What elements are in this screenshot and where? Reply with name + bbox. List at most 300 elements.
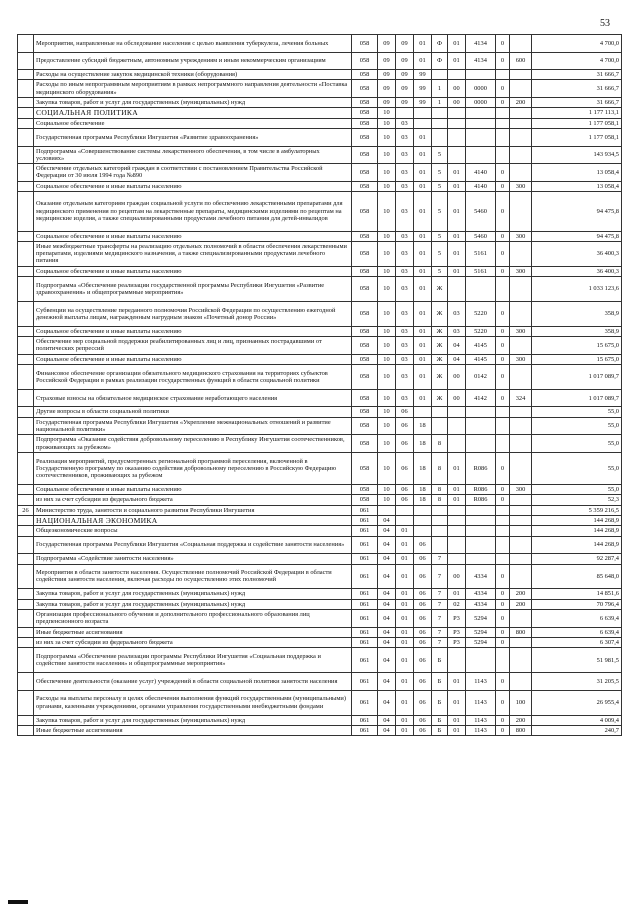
expense-type-code-cell xyxy=(510,241,532,266)
program-code-cell xyxy=(414,526,432,536)
direction-code-cell xyxy=(466,435,496,453)
table-row xyxy=(18,118,622,128)
suffix-code-cell: 0 xyxy=(496,564,510,589)
subprogram-code-cell: 8 xyxy=(432,435,448,453)
row-name-cell: Общеэкономические вопросы xyxy=(34,526,352,536)
expense-type-code-cell: 200 xyxy=(510,715,532,725)
row-number-cell xyxy=(18,435,34,453)
subsection-code-cell: 06 xyxy=(396,495,414,505)
program-code-cell: 06 xyxy=(414,690,432,715)
expense-type-code-cell: 200 xyxy=(510,599,532,609)
suffix-code-cell xyxy=(496,146,510,164)
amount-cell: 4 700,0 xyxy=(532,35,622,53)
program-code-cell: 06 xyxy=(414,715,432,725)
row-number-cell xyxy=(18,516,34,526)
suffix-code-cell: 0 xyxy=(496,725,510,735)
row-number-cell xyxy=(18,365,34,390)
row-number-cell xyxy=(18,526,34,536)
section-code-cell: 10 xyxy=(378,485,396,495)
table-row xyxy=(18,301,622,326)
expense-type-code-cell xyxy=(510,301,532,326)
suffix-code-cell: 0 xyxy=(496,610,510,628)
section-code-cell: 10 xyxy=(378,337,396,355)
expense-type-code-cell: 300 xyxy=(510,485,532,495)
subprogram-code-cell: Б xyxy=(432,715,448,725)
ministry-code-cell: 061 xyxy=(352,564,378,589)
ministry-code-cell: 058 xyxy=(352,326,378,336)
direction-code-cell: 5220 xyxy=(466,301,496,326)
subprogram-code-cell: 5 xyxy=(432,241,448,266)
program-code-cell: 06 xyxy=(414,599,432,609)
program-code-cell: 06 xyxy=(414,589,432,599)
subsection-code-cell: 01 xyxy=(396,554,414,564)
table-row xyxy=(18,108,622,118)
table-row xyxy=(18,495,622,505)
amount-cell: 52,3 xyxy=(532,495,622,505)
subsection-code-cell: 03 xyxy=(396,337,414,355)
amount-cell: 6 639,4 xyxy=(532,610,622,628)
amount-cell: 143 934,5 xyxy=(532,146,622,164)
subsection-code-cell: 03 xyxy=(396,326,414,336)
ministry-code-cell: 058 xyxy=(352,181,378,191)
event-code-cell: 00 xyxy=(448,80,466,98)
event-code-cell: 01 xyxy=(448,181,466,191)
row-number-cell xyxy=(18,266,34,276)
row-name-cell: Подпрограмма «Обеспечение реализации программы Республики Ингушетия «Социальная поддержка и содействие занятости населения» и общепрограммные мероприятия» xyxy=(34,648,352,673)
direction-code-cell: 4134 xyxy=(466,35,496,53)
ministry-code-cell: 061 xyxy=(352,725,378,735)
event-code-cell: 01 xyxy=(448,52,466,70)
subsection-code-cell: 01 xyxy=(396,589,414,599)
subprogram-code-cell: 5 xyxy=(432,266,448,276)
ministry-code-cell: 058 xyxy=(352,70,378,80)
suffix-code-cell xyxy=(496,70,510,80)
table-row xyxy=(18,673,622,691)
program-code-cell xyxy=(414,118,432,128)
subprogram-code-cell: Ж xyxy=(432,301,448,326)
subprogram-code-cell: 5 xyxy=(432,146,448,164)
table-row xyxy=(18,365,622,390)
section-code-cell: 10 xyxy=(378,452,396,484)
expense-type-code-cell xyxy=(510,637,532,647)
program-code-cell: 01 xyxy=(414,389,432,407)
amount-cell: 55,0 xyxy=(532,452,622,484)
amount-cell: 144 268,9 xyxy=(532,526,622,536)
table-row xyxy=(18,417,622,435)
event-code-cell: 01 xyxy=(448,35,466,53)
program-code-cell: 01 xyxy=(414,146,432,164)
subsection-code-cell: 01 xyxy=(396,610,414,628)
direction-code-cell: 1143 xyxy=(466,725,496,735)
subsection-code-cell: 03 xyxy=(396,301,414,326)
direction-code-cell: 4140 xyxy=(466,164,496,182)
program-code-cell: 01 xyxy=(414,231,432,241)
row-name-cell: Государственная программа Республики Ингушетия «Социальная поддержка и содействие занятости населения» xyxy=(34,536,352,554)
table-row xyxy=(18,589,622,599)
table-row xyxy=(18,627,622,637)
ministry-code-cell: 061 xyxy=(352,589,378,599)
amount-cell: 13 058,4 xyxy=(532,164,622,182)
row-name-cell: из них за счет субсидии из федерального бюджета xyxy=(34,495,352,505)
row-number-cell xyxy=(18,181,34,191)
table-row xyxy=(18,554,622,564)
subprogram-code-cell: Б xyxy=(432,648,448,673)
table-row xyxy=(18,35,622,53)
row-name-cell: Другие вопросы в области социальной политики xyxy=(34,407,352,417)
subsection-code-cell: 01 xyxy=(396,564,414,589)
table-row xyxy=(18,690,622,715)
event-code-cell: Р3 xyxy=(448,627,466,637)
row-name-cell: Страховые взносы на обязательное медицинское страхование неработающего населения xyxy=(34,389,352,407)
row-name-cell: Социальное обеспечение и иные выплаты населению xyxy=(34,181,352,191)
section-code-cell: 10 xyxy=(378,164,396,182)
suffix-code-cell: 0 xyxy=(496,485,510,495)
subsection-code-cell: 03 xyxy=(396,241,414,266)
suffix-code-cell: 0 xyxy=(496,627,510,637)
expense-type-code-cell xyxy=(510,505,532,515)
row-number-cell xyxy=(18,326,34,336)
program-code-cell: 06 xyxy=(414,536,432,554)
amount-cell: 14 851,6 xyxy=(532,589,622,599)
subprogram-code-cell: 7 xyxy=(432,589,448,599)
ministry-code-cell: 058 xyxy=(352,80,378,98)
row-name-cell: СОЦИАЛЬНАЯ ПОЛИТИКА xyxy=(34,108,352,118)
expense-type-code-cell xyxy=(510,610,532,628)
subprogram-code-cell: 7 xyxy=(432,564,448,589)
subsection-code-cell: 06 xyxy=(396,485,414,495)
direction-code-cell xyxy=(466,554,496,564)
ministry-code-cell: 058 xyxy=(352,164,378,182)
subsection-code-cell: 09 xyxy=(396,35,414,53)
event-code-cell: 01 xyxy=(448,673,466,691)
table-row xyxy=(18,637,622,647)
budget-table xyxy=(17,34,622,736)
event-code-cell xyxy=(448,128,466,146)
suffix-code-cell: 0 xyxy=(496,389,510,407)
table-row xyxy=(18,485,622,495)
subsection-code-cell: 09 xyxy=(396,70,414,80)
ministry-code-cell: 061 xyxy=(352,648,378,673)
subprogram-code-cell xyxy=(432,108,448,118)
subsection-code-cell: 03 xyxy=(396,181,414,191)
subprogram-code-cell: 1 xyxy=(432,80,448,98)
expense-type-code-cell xyxy=(510,526,532,536)
row-number-cell xyxy=(18,407,34,417)
direction-code-cell: R086 xyxy=(466,452,496,484)
ministry-code-cell: 058 xyxy=(352,231,378,241)
expense-type-code-cell xyxy=(510,128,532,146)
subprogram-code-cell: 8 xyxy=(432,495,448,505)
subprogram-code-cell xyxy=(432,505,448,515)
row-name-cell: Социальное обеспечение xyxy=(34,118,352,128)
row-name-cell: Обеспечение отдельных категорий граждан в соответствии с постановлением Правительства Российской Федерации от 30 июля 1994 года №890 xyxy=(34,164,352,182)
suffix-code-cell xyxy=(496,435,510,453)
suffix-code-cell: 0 xyxy=(496,241,510,266)
program-code-cell: 18 xyxy=(414,417,432,435)
row-name-cell: Обеспечение деятельности (оказание услуг) учреждений в области социальной политики занятости населения xyxy=(34,673,352,691)
table-row xyxy=(18,70,622,80)
expense-type-code-cell: 300 xyxy=(510,231,532,241)
table-row xyxy=(18,725,622,735)
row-number-cell xyxy=(18,241,34,266)
program-code-cell: 06 xyxy=(414,610,432,628)
subprogram-code-cell xyxy=(432,516,448,526)
event-code-cell: 00 xyxy=(448,564,466,589)
expense-type-code-cell xyxy=(510,435,532,453)
subsection-code-cell: 09 xyxy=(396,52,414,70)
expense-type-code-cell xyxy=(510,407,532,417)
event-code-cell: 00 xyxy=(448,365,466,390)
program-code-cell: 01 xyxy=(414,266,432,276)
section-code-cell: 09 xyxy=(378,98,396,108)
suffix-code-cell xyxy=(496,108,510,118)
row-name-cell: Закупка товаров, работ и услуг для государственных (муниципальных) нужд xyxy=(34,589,352,599)
section-code-cell: 10 xyxy=(378,181,396,191)
table-row xyxy=(18,564,622,589)
amount-cell: 31 666,7 xyxy=(532,80,622,98)
program-code-cell: 99 xyxy=(414,80,432,98)
amount-cell: 94 475,8 xyxy=(532,192,622,232)
ministry-code-cell: 058 xyxy=(352,277,378,302)
expense-type-code-cell xyxy=(510,495,532,505)
subprogram-code-cell: Б xyxy=(432,673,448,691)
ministry-code-cell: 058 xyxy=(352,354,378,364)
expense-type-code-cell: 100 xyxy=(510,690,532,715)
expense-type-code-cell: 300 xyxy=(510,181,532,191)
expense-type-code-cell xyxy=(510,673,532,691)
event-code-cell xyxy=(448,536,466,554)
row-number-cell xyxy=(18,389,34,407)
suffix-code-cell xyxy=(496,554,510,564)
event-code-cell: 01 xyxy=(448,452,466,484)
row-name-cell: Социальное обеспечение и иные выплаты населению xyxy=(34,326,352,336)
event-code-cell xyxy=(448,277,466,302)
subsection-code-cell: 03 xyxy=(396,192,414,232)
row-number-cell xyxy=(18,627,34,637)
suffix-code-cell: 0 xyxy=(496,365,510,390)
direction-code-cell: 4334 xyxy=(466,589,496,599)
subsection-code-cell: 06 xyxy=(396,452,414,484)
row-number-cell xyxy=(18,301,34,326)
program-code-cell: 01 xyxy=(414,35,432,53)
direction-code-cell: 4134 xyxy=(466,52,496,70)
section-code-cell: 04 xyxy=(378,610,396,628)
direction-code-cell: 4334 xyxy=(466,564,496,589)
table-row xyxy=(18,599,622,609)
amount-cell: 5 359 216,5 xyxy=(532,505,622,515)
amount-cell: 36 400,3 xyxy=(532,266,622,276)
suffix-code-cell: 0 xyxy=(496,673,510,691)
subsection-code-cell: 03 xyxy=(396,365,414,390)
direction-code-cell: R086 xyxy=(466,485,496,495)
ministry-code-cell: 061 xyxy=(352,627,378,637)
program-code-cell: 01 xyxy=(414,181,432,191)
row-number-cell xyxy=(18,35,34,53)
direction-code-cell: 0142 xyxy=(466,365,496,390)
section-code-cell: 04 xyxy=(378,516,396,526)
section-code-cell: 10 xyxy=(378,389,396,407)
direction-code-cell: 0000 xyxy=(466,80,496,98)
event-code-cell xyxy=(448,516,466,526)
direction-code-cell: 4145 xyxy=(466,337,496,355)
subprogram-code-cell xyxy=(432,70,448,80)
amount-cell: 31 205,5 xyxy=(532,673,622,691)
suffix-code-cell xyxy=(496,648,510,673)
expense-type-code-cell xyxy=(510,108,532,118)
expense-type-code-cell: 200 xyxy=(510,589,532,599)
subprogram-code-cell: 7 xyxy=(432,554,448,564)
subsection-code-cell: 01 xyxy=(396,599,414,609)
row-number-cell xyxy=(18,108,34,118)
row-name-cell: Иные межбюджетные трансферты на реализацию отдельных полномочий в области обеспечения лекарственными препаратами, изделиями медицинского назначения, а также специализированными продуктами лечебного питания xyxy=(34,241,352,266)
row-number-cell xyxy=(18,417,34,435)
row-name-cell: Государственная программа Республики Ингушетия «Развитие здравоохранения» xyxy=(34,128,352,146)
subprogram-code-cell: Б xyxy=(432,690,448,715)
subprogram-code-cell: 1 xyxy=(432,98,448,108)
row-number-cell xyxy=(18,599,34,609)
row-name-cell: Расходы на выплаты персоналу в целях обеспечения выполнения функций государственными (муниципальными) органами, казенными учреждениями, органами управления государственными внебюджетными фондами xyxy=(34,690,352,715)
event-code-cell: 01 xyxy=(448,241,466,266)
subsection-code-cell: 01 xyxy=(396,673,414,691)
row-name-cell: из них за счет субсидии из федерального бюджета xyxy=(34,637,352,647)
subprogram-code-cell: Ж xyxy=(432,389,448,407)
direction-code-cell xyxy=(466,407,496,417)
row-name-cell: Оказание отдельным категориям граждан социальной услуги по обеспечению лекарственными препаратами для медицинского применения по рецептам на лекарственные препараты, медицинскими изделиями по рецептам на медицинские изделия, а также специализированными продуктами лечебного питания для детей-инвалидов xyxy=(34,192,352,232)
row-name-cell: Закупка товаров, работ и услуг для государственных (муниципальных) нужд xyxy=(34,599,352,609)
table-row xyxy=(18,231,622,241)
suffix-code-cell xyxy=(496,118,510,128)
direction-code-cell xyxy=(466,505,496,515)
section-code-cell: 10 xyxy=(378,192,396,232)
subprogram-code-cell: 5 xyxy=(432,181,448,191)
ministry-code-cell: 058 xyxy=(352,495,378,505)
event-code-cell xyxy=(448,526,466,536)
suffix-code-cell: 0 xyxy=(496,690,510,715)
ministry-code-cell: 061 xyxy=(352,516,378,526)
subsection-code-cell: 03 xyxy=(396,389,414,407)
event-code-cell: 00 xyxy=(448,389,466,407)
table-row xyxy=(18,435,622,453)
direction-code-cell xyxy=(466,648,496,673)
direction-code-cell xyxy=(466,118,496,128)
row-number-cell xyxy=(18,80,34,98)
program-code-cell xyxy=(414,516,432,526)
direction-code-cell: 0000 xyxy=(466,98,496,108)
suffix-code-cell: 0 xyxy=(496,181,510,191)
ministry-code-cell: 058 xyxy=(352,435,378,453)
section-code-cell: 10 xyxy=(378,326,396,336)
subprogram-code-cell: Ж xyxy=(432,326,448,336)
ministry-code-cell: 058 xyxy=(352,192,378,232)
subprogram-code-cell: Ж xyxy=(432,277,448,302)
ministry-code-cell: 061 xyxy=(352,554,378,564)
row-number-cell xyxy=(18,146,34,164)
subsection-code-cell: 01 xyxy=(396,725,414,735)
event-code-cell: 01 xyxy=(448,589,466,599)
row-name-cell: Подпрограмма «Содействие занятости населения» xyxy=(34,554,352,564)
row-name-cell: Иные бюджетные ассигнования xyxy=(34,725,352,735)
event-code-cell: 04 xyxy=(448,337,466,355)
subsection-code-cell xyxy=(396,108,414,118)
section-code-cell: 10 xyxy=(378,417,396,435)
row-name-cell: Социальное обеспечение и иные выплаты населению xyxy=(34,231,352,241)
program-code-cell xyxy=(414,505,432,515)
scan-edge-mark xyxy=(8,900,28,904)
subprogram-code-cell xyxy=(432,128,448,146)
program-code-cell: 01 xyxy=(414,192,432,232)
section-code-cell: 09 xyxy=(378,80,396,98)
row-number-cell xyxy=(18,164,34,182)
suffix-code-cell: 0 xyxy=(496,192,510,232)
expense-type-code-cell xyxy=(510,365,532,390)
ministry-code-cell: 058 xyxy=(352,118,378,128)
event-code-cell: 01 xyxy=(448,725,466,735)
table-row xyxy=(18,146,622,164)
row-number-cell xyxy=(18,554,34,564)
section-code-cell: 04 xyxy=(378,627,396,637)
subprogram-code-cell: 8 xyxy=(432,452,448,484)
expense-type-code-cell xyxy=(510,417,532,435)
direction-code-cell: R086 xyxy=(466,495,496,505)
suffix-code-cell: 0 xyxy=(496,231,510,241)
direction-code-cell: 1143 xyxy=(466,715,496,725)
amount-cell: 1 177 113,1 xyxy=(532,108,622,118)
amount-cell: 1 177 058,1 xyxy=(532,118,622,128)
section-code-cell: 09 xyxy=(378,52,396,70)
row-name-cell: Расходы по иным непрограммным мероприятиям в рамках непрограммного направления деятельности «Поставка медицинского оборудования» xyxy=(34,80,352,98)
section-code-cell: 10 xyxy=(378,301,396,326)
row-number-cell xyxy=(18,564,34,589)
program-code-cell: 06 xyxy=(414,725,432,735)
subprogram-code-cell: Ф xyxy=(432,52,448,70)
direction-code-cell: 5294 xyxy=(466,637,496,647)
program-code-cell xyxy=(414,108,432,118)
row-name-cell: Закупка товаров, работ и услуг для государственных (муниципальных) нужд xyxy=(34,715,352,725)
event-code-cell: 01 xyxy=(448,192,466,232)
direction-code-cell: 5460 xyxy=(466,192,496,232)
expense-type-code-cell: 200 xyxy=(510,98,532,108)
expense-type-code-cell: 300 xyxy=(510,266,532,276)
suffix-code-cell xyxy=(496,277,510,302)
row-name-cell: Подпрограмма «Обеспечение реализации государственной программы Республики Ингушетия «Развитие здравоохранения» и общепрограммные мероприятия» xyxy=(34,277,352,302)
expense-type-code-cell xyxy=(510,516,532,526)
program-code-cell: 01 xyxy=(414,326,432,336)
subprogram-code-cell: 5 xyxy=(432,192,448,232)
row-name-cell: Социальное обеспечение и иные выплаты населению xyxy=(34,354,352,364)
program-code-cell: 06 xyxy=(414,554,432,564)
ministry-code-cell: 058 xyxy=(352,301,378,326)
amount-cell: 26 955,4 xyxy=(532,690,622,715)
program-code-cell: 01 xyxy=(414,128,432,146)
subsection-code-cell: 03 xyxy=(396,164,414,182)
ministry-code-cell: 058 xyxy=(352,146,378,164)
section-code-cell: 10 xyxy=(378,241,396,266)
subprogram-code-cell: 7 xyxy=(432,599,448,609)
amount-cell: 4 009,4 xyxy=(532,715,622,725)
amount-cell: 1 177 058,1 xyxy=(532,128,622,146)
row-name-cell: Расходы на осуществление закупок медицинской техники (оборудования) xyxy=(34,70,352,80)
event-code-cell xyxy=(448,417,466,435)
program-code-cell: 01 xyxy=(414,354,432,364)
direction-code-cell: 1143 xyxy=(466,690,496,715)
amount-cell: 6 639,4 xyxy=(532,627,622,637)
direction-code-cell: 5294 xyxy=(466,610,496,628)
suffix-code-cell: 0 xyxy=(496,599,510,609)
direction-code-cell xyxy=(466,108,496,118)
event-code-cell xyxy=(448,70,466,80)
subsection-code-cell: 03 xyxy=(396,231,414,241)
direction-code-cell xyxy=(466,536,496,554)
